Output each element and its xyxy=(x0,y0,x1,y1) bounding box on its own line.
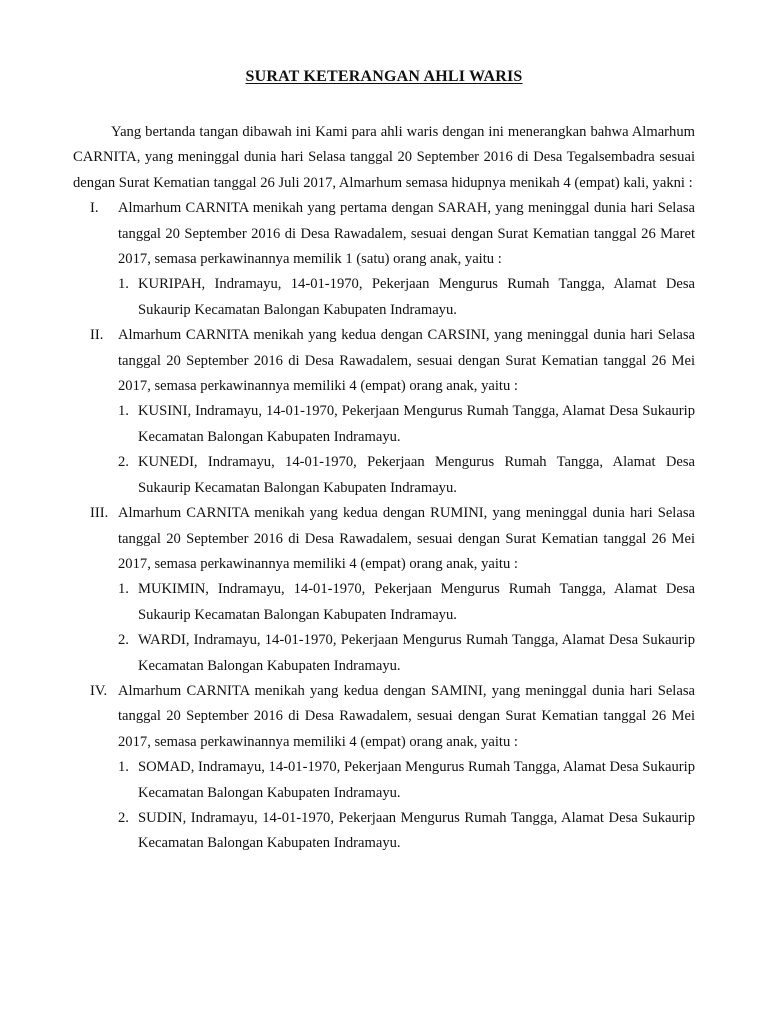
child-text: WARDI, Indramayu, 14-01-1970, Pekerjaan Mengurus Rumah Tangga, Alamat Desa Sukaurip Kecamatan Balongan Kabupaten Indramayu. xyxy=(138,632,695,674)
child-text: MUKIMIN, Indramayu, 14-01-1970, Pekerjaan Mengurus Rumah Tangga, Alamat Desa Sukaurip Kecamatan Balongan Kabupaten Indramayu. xyxy=(138,581,695,623)
child-text: SOMAD, Indramayu, 14-01-1970, Pekerjaan Mengurus Rumah Tangga, Alamat Desa Sukaurip Kecamatan Balongan Kabupaten Indramayu. xyxy=(138,759,695,801)
marriage-section-2 xyxy=(73,323,695,399)
section-numeral: IV. xyxy=(90,682,108,699)
child-item xyxy=(73,577,695,628)
marriage-section-1 xyxy=(73,196,695,272)
child-text: KUSINI, Indramayu, 14-01-1970, Pekerjaan Mengurus Rumah Tangga, Alamat Desa Sukaurip Kecamatan Balongan Kabupaten Indramayu. xyxy=(138,403,695,445)
document-title: SURAT KETERANGAN AHLI WARIS xyxy=(245,68,523,85)
marriage-section-4 xyxy=(73,679,695,755)
child-number: 2. xyxy=(118,632,129,649)
child-item xyxy=(73,272,695,323)
section-text: Almarhum CARNITA menikah yang kedua dengan CARSINI, yang meninggal dunia hari Selasa tanggal 20 September 2016 di Desa Rawadalem, sesuai dengan Surat Kematian tanggal 26 Mei 2017, semasa perkawinannya memiliki 4 (empat) orang anak, yaitu : xyxy=(118,327,695,395)
child-number: 1. xyxy=(118,581,129,598)
marriage-section-3 xyxy=(73,501,695,577)
child-text: KUNEDI, Indramayu, 14-01-1970, Pekerjaan Mengurus Rumah Tangga, Alamat Desa Sukaurip Kecamatan Balongan Kabupaten Indramayu. xyxy=(138,454,695,496)
child-number: 1. xyxy=(118,276,129,293)
section-text: Almarhum CARNITA menikah yang kedua dengan SAMINI, yang meninggal dunia hari Selasa tanggal 20 September 2016 di Desa Rawadalem, sesuai dengan Surat Kematian tanggal 26 Mei 2017, semasa perkawinannya memiliki 4 (empat) orang anak, yaitu : xyxy=(118,682,695,750)
child-number: 2. xyxy=(118,454,129,471)
document-body xyxy=(73,120,695,857)
section-numeral: I. xyxy=(90,200,99,217)
child-number: 1. xyxy=(118,759,129,776)
section-numeral: II. xyxy=(90,327,104,344)
section-numeral: III. xyxy=(90,505,109,522)
child-text: SUDIN, Indramayu, 14-01-1970, Pekerjaan Mengurus Rumah Tangga, Alamat Desa Sukaurip Kecamatan Balongan Kabupaten Indramayu. xyxy=(138,809,695,852)
section-text: Almarhum CARNITA menikah yang kedua dengan RUMINI, yang meninggal dunia hari Selasa tanggal 20 September 2016 di Desa Rawadalem, sesuai dengan Surat Kematian tanggal 26 Mei 2017, semasa perkawinannya memiliki 4 (empat) orang anak, yaitu : xyxy=(118,505,695,572)
child-text: KURIPAH, Indramayu, 14-01-1970, Pekerjaan Mengurus Rumah Tangga, Alamat Desa Sukaurip Kecamatan Balongan Kabupaten Indramayu. xyxy=(138,276,695,318)
child-item xyxy=(73,399,695,450)
child-number: 1. xyxy=(118,403,129,420)
section-text: Almarhum CARNITA menikah yang pertama dengan SARAH, yang meninggal dunia hari Selasa tanggal 20 September 2016 di Desa Rawadalem, sesuai dengan Surat Kematian tanggal 26 Maret 2017, semasa perkawinannya memilik 1 (satu) orang anak, yaitu : xyxy=(118,200,695,268)
intro-paragraph: Yang bertanda tangan dibawah ini Kami para ahli waris dengan ini menerangkan bahwa Almarhum CARNITA, yang meninggal dunia hari Selasa tanggal 20 September 2016 di Desa Tegalsembadra sesuai dengan Surat Kematian tanggal 26 Juli 2017, Almarhum semasa hidupnya menikah 4 (empat) kali, yakni : xyxy=(73,124,695,191)
child-item xyxy=(73,755,695,806)
child-item xyxy=(73,450,695,501)
child-item xyxy=(73,628,695,679)
child-item xyxy=(73,806,695,857)
child-number: 2. xyxy=(118,809,129,826)
